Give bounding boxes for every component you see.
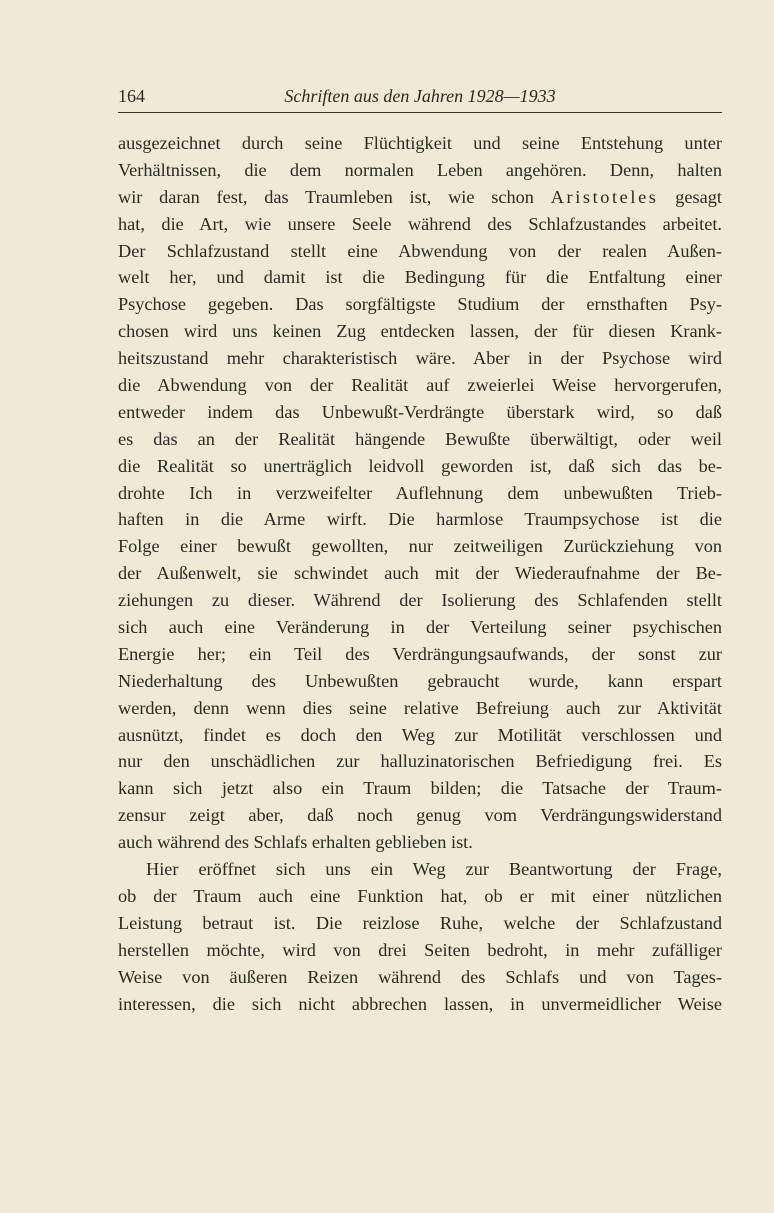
- text-segment: gesagt: [658, 186, 722, 207]
- text-line: [118, 506, 722, 533]
- text-line: [118, 130, 722, 157]
- text-segment: die Realität so unerträglich leidvoll geworden ist, daß sich das be-: [118, 455, 722, 476]
- text-line: [118, 372, 722, 399]
- text-segment: Der Schlafzustand stellt eine Abwendung von der realen Außen-: [118, 240, 722, 261]
- text-line: [118, 641, 722, 668]
- text-line: [118, 748, 722, 775]
- text-segment: auch während des Schlafs erhalten geblieben ist.: [118, 832, 473, 853]
- text-segment: Leistung betraut ist. Die reizlose Ruhe, welche der Schlafzustand: [118, 912, 722, 933]
- text-line: [118, 291, 722, 318]
- text-segment: kann sich jetzt also ein Traum bilden; die Tatsache der Traum-: [118, 778, 722, 799]
- text-line: [118, 533, 722, 560]
- text-line: [118, 614, 722, 641]
- text-segment: wir daran fest, das Traumleben ist, wie schon: [118, 186, 551, 207]
- text-segment: hat, die Art, wie unsere Seele während des Schlafzustandes arbeitet.: [118, 213, 722, 234]
- text-line: [118, 453, 722, 480]
- text-segment: ausnützt, findet es doch den Weg zur Motilität verschlossen und: [118, 724, 722, 745]
- text-line: [118, 345, 722, 372]
- text-line: [118, 856, 722, 883]
- header-rule: [118, 112, 722, 113]
- text-line: [118, 211, 722, 238]
- text-segment: sich auch eine Veränderung in der Verteilung seiner psychischen: [118, 617, 722, 638]
- text-segment: nur den unschädlichen zur halluzinatorischen Befriedigung frei. Es: [118, 751, 722, 772]
- text-line: [118, 426, 722, 453]
- text-line: [118, 937, 722, 964]
- page-number: 164: [118, 86, 145, 106]
- text-line: [118, 668, 722, 695]
- text-segment: es das an der Realität hängende Bewußte überwältigt, oder weil: [118, 428, 722, 449]
- text-segment: entweder indem das Unbewußt-Verdrängte überstark wird, so daß: [118, 401, 722, 422]
- text-segment: herstellen möchte, wird von drei Seiten bedroht, in mehr zufälliger: [118, 939, 722, 960]
- text-segment: der Außenwelt, sie schwindet auch mit der Wiederaufnahme der Be-: [118, 563, 722, 584]
- text-segment: heitszustand mehr charakteristisch wäre. Aber in der Psychose wird: [118, 348, 722, 369]
- text-line: [118, 264, 722, 291]
- text-line: [118, 802, 722, 829]
- text-segment: werden, denn wenn dies seine relative Befreiung auch zur Aktivität: [118, 697, 722, 718]
- spaced-name: Aristoteles: [550, 186, 659, 207]
- text-segment: ob der Traum auch eine Funktion hat, ob er mit einer nützlichen: [118, 885, 722, 906]
- text-segment: zensur zeigt aber, daß noch genug vom Verdrängungswiderstand: [118, 805, 722, 826]
- text-segment: Hier eröffnet sich uns ein Weg zur Beantwortung der Frage,: [146, 859, 722, 880]
- text-segment: welt her, und damit ist die Bedingung für die Entfaltung einer: [118, 267, 722, 288]
- text-line: [118, 775, 722, 802]
- text-line: [118, 964, 722, 991]
- text-segment: Weise von äußeren Reizen während des Schlafs und von Tages-: [118, 966, 722, 987]
- text-segment: die Abwendung von der Realität auf zweierlei Weise hervorgerufen,: [118, 375, 722, 396]
- text-line: [118, 480, 722, 507]
- text-segment: Energie her; ein Teil des Verdrängungsaufwands, der sonst zur: [118, 643, 722, 664]
- text-line: [118, 157, 722, 184]
- text-segment: interessen, die sich nicht abbrechen lassen, in unvermeidlicher Weise: [118, 993, 722, 1014]
- running-title: Schriften aus den Jahren 1928—1933: [284, 86, 556, 106]
- running-header: [118, 86, 722, 110]
- text-segment: ausgezeichnet durch seine Flüchtigkeit und seine Entstehung unter: [118, 133, 722, 153]
- text-line: [118, 560, 722, 587]
- text-segment: chosen wird uns keinen Zug entdecken lassen, der für diesen Krank-: [118, 321, 722, 342]
- text-line: [118, 238, 722, 265]
- text-line: [118, 318, 722, 345]
- text-segment: Verhältnissen, die dem normalen Leben angehören. Denn, halten: [118, 159, 722, 180]
- text-line: [118, 883, 722, 910]
- text-line: [118, 829, 722, 856]
- body-text: [118, 130, 722, 1017]
- text-line: [118, 184, 722, 211]
- text-line: [118, 991, 722, 1018]
- text-segment: drohte Ich in verzweifelter Auflehnung dem unbewußten Trieb-: [118, 482, 722, 503]
- text-segment: Niederhaltung des Unbewußten gebraucht wurde, kann erspart: [118, 670, 722, 691]
- text-segment: Folge einer bewußt gewollten, nur zeitweiligen Zurückziehung von: [118, 536, 722, 557]
- text-line: [118, 587, 722, 614]
- text-line: [118, 695, 722, 722]
- text-line: [118, 399, 722, 426]
- text-line: [118, 722, 722, 749]
- text-line: [118, 910, 722, 937]
- text-segment: Psychose gegeben. Das sorgfältigste Studium der ernsthaften Psy-: [118, 294, 722, 315]
- text-segment: haften in die Arme wirft. Die harmlose Traumpsychose ist die: [118, 509, 722, 530]
- text-segment: ziehungen zu dieser. Während der Isolierung des Schlafenden stellt: [118, 590, 722, 611]
